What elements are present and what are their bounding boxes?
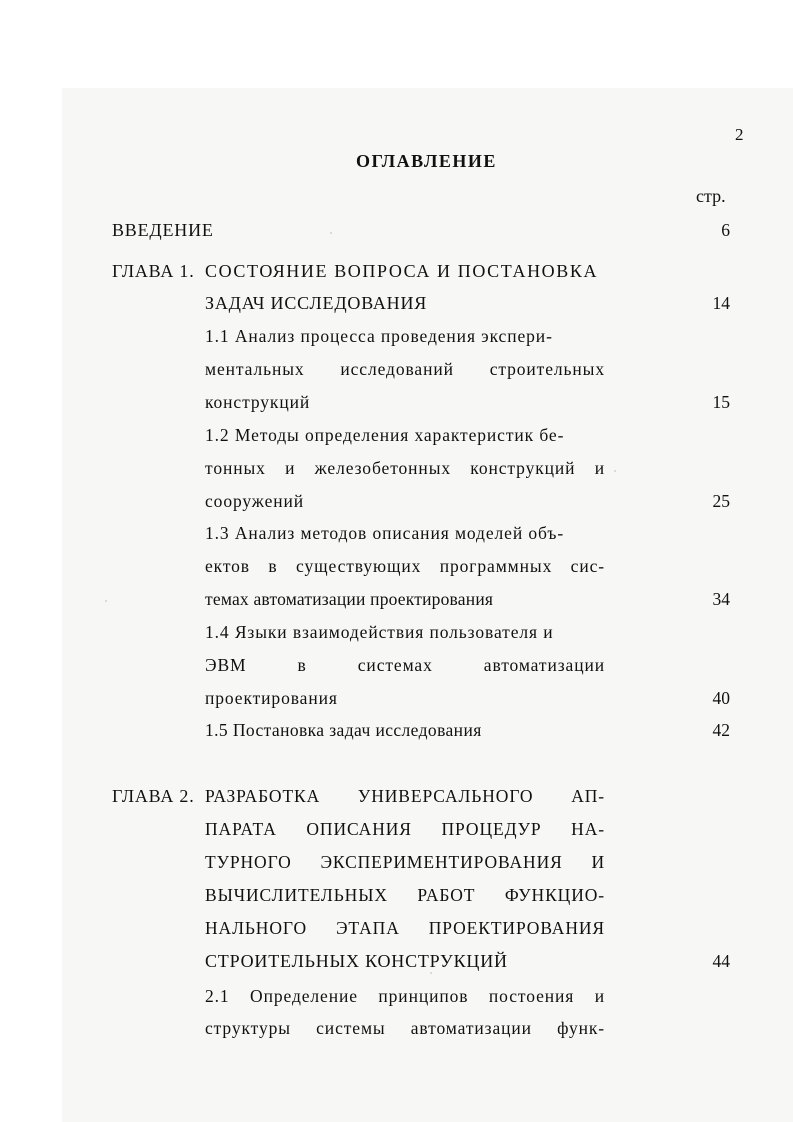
toc-chapter-label: ГЛАВА 1. — [112, 261, 195, 281]
toc-page-number: 25 — [712, 491, 730, 511]
toc-chapter-title-line[interactable]: ТУРНОГО ЭКСПЕРИМЕНТИРОВАНИЯ И — [205, 852, 605, 872]
page-title: ОГЛАВЛЕНИЕ — [356, 151, 497, 171]
scan-speck — [430, 972, 432, 974]
toc-section-line[interactable]: 1.1 Анализ процесса проведения экспери- — [205, 326, 553, 346]
toc-chapter-title-line[interactable]: СОСТОЯНИЕ ВОПРОСА И ПОСТАНОВКА — [205, 261, 599, 281]
toc-page-number: 15 — [712, 392, 730, 412]
toc-section-line[interactable]: 1.4 Языки взаимодействия пользователя и — [205, 622, 554, 642]
toc-page-number: 14 — [712, 293, 730, 313]
toc-section-line[interactable]: 1.2 Методы определения характеристик бе- — [205, 425, 565, 445]
toc-page-number: 6 — [721, 220, 730, 240]
page-column-header: стр. — [696, 186, 726, 206]
toc-chapter-title-line[interactable]: ЗАДАЧ ИССЛЕДОВАНИЯ — [205, 293, 428, 313]
toc-section-line[interactable]: ектов в существующих программных сис- — [205, 556, 605, 576]
scan-speck — [614, 470, 616, 472]
scan-speck — [105, 600, 107, 602]
toc-page-number: 34 — [712, 589, 730, 609]
toc-chapter-title-line[interactable]: СТРОИТЕЛЬНЫХ КОНСТРУКЦИЙ — [205, 951, 508, 971]
toc-chapter-title-line[interactable]: ПАРАТА ОПИСАНИЯ ПРОЦЕДУР НА- — [205, 819, 605, 839]
toc-page-number: 40 — [712, 688, 730, 708]
toc-page-number: 42 — [712, 720, 730, 740]
toc-page-number: 44 — [712, 951, 730, 971]
toc-section-line[interactable]: 1.5 Постановка задач исследования — [205, 720, 482, 740]
toc-entry-introduction[interactable]: ВВЕДЕНИЕ — [112, 220, 214, 240]
toc-section-line[interactable]: темах автоматизации проектирования — [205, 589, 494, 609]
toc-section-line[interactable]: ментальных исследований строительных — [205, 359, 605, 379]
toc-chapter-title-line[interactable]: РАЗРАБОТКА УНИВЕРСАЛЬНОГО АП- — [205, 786, 605, 806]
toc-section-line[interactable]: 1.3 Анализ методов описания моделей объ- — [205, 523, 565, 543]
toc-section-line[interactable]: структуры системы автоматизации функ- — [205, 1018, 605, 1038]
toc-chapter-title-line[interactable]: НАЛЬНОГО ЭТАПА ПРОЕКТИРОВАНИЯ — [205, 918, 605, 938]
toc-chapter-label: ГЛАВА 2. — [112, 786, 195, 806]
toc-section-line[interactable]: проектирования — [205, 688, 338, 708]
toc-chapter-title-line[interactable]: ВЫЧИСЛИТЕЛЬНЫХ РАБОТ ФУНКЦИО- — [205, 885, 605, 905]
toc-section-line[interactable]: тонных и железобетонных конструкций и — [205, 458, 605, 478]
toc-section-line[interactable]: 2.1 Определение принципов постоения и — [205, 986, 605, 1006]
toc-section-line[interactable]: конструкций — [205, 392, 311, 412]
toc-section-line[interactable]: сооружений — [205, 491, 305, 511]
toc-section-line[interactable]: ЭВМ в системах автоматизации — [205, 655, 605, 675]
page-number: 2 — [735, 125, 744, 144]
scan-speck — [330, 232, 332, 234]
